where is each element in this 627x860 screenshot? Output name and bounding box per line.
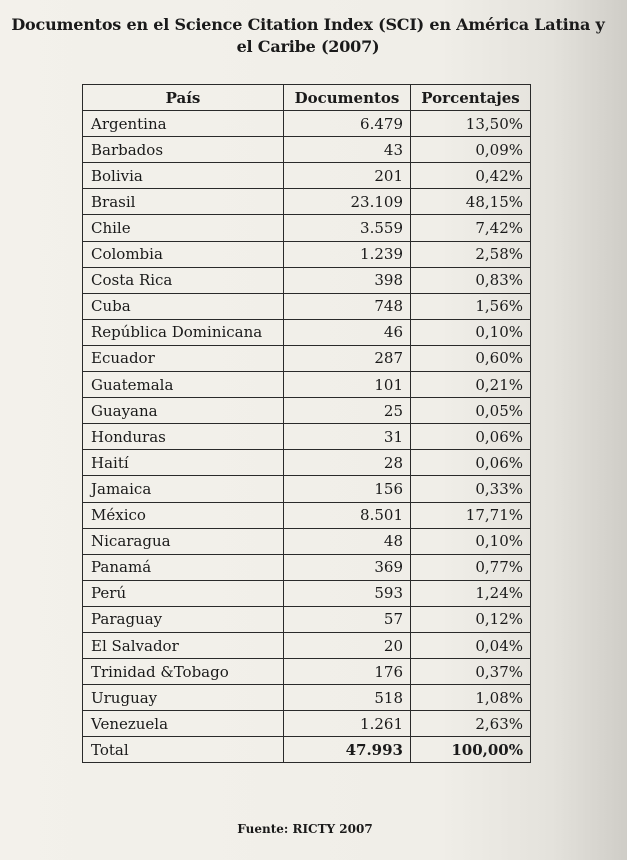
percent-cell: 0,42% (411, 163, 531, 189)
documents-cell: 23.109 (284, 189, 411, 215)
documents-cell: 6.479 (284, 111, 411, 137)
documents-cell: 176 (284, 659, 411, 685)
table-row (83, 372, 531, 398)
percent-cell: 2,58% (411, 241, 531, 267)
country-cell: Haití (83, 450, 284, 476)
country-cell: República Dominicana (83, 319, 284, 345)
table-row (83, 685, 531, 711)
percent-cell: 1,56% (411, 293, 531, 319)
country-cell: Guatemala (83, 372, 284, 398)
table-row (83, 424, 531, 450)
percent-cell: 0,77% (411, 554, 531, 580)
percent-cell: 0,21% (411, 372, 531, 398)
country-cell: Paraguay (83, 606, 284, 632)
country-cell: Venezuela (83, 711, 284, 737)
percent-cell: 13,50% (411, 111, 531, 137)
country-cell: Bolivia (83, 163, 284, 189)
column-header-percent: Porcentajes (411, 85, 531, 111)
percent-cell: 1,24% (411, 580, 531, 606)
percent-cell: 0,83% (411, 267, 531, 293)
table-row (83, 580, 531, 606)
country-cell: El Salvador (83, 632, 284, 658)
table-row (83, 528, 531, 554)
table-row (83, 659, 531, 685)
country-cell: Argentina (83, 111, 284, 137)
documents-cell: 28 (284, 450, 411, 476)
table-row (83, 215, 531, 241)
country-cell: Trinidad &Tobago (83, 659, 284, 685)
documents-cell: 369 (284, 554, 411, 580)
country-cell: Panamá (83, 554, 284, 580)
percent-cell: 48,15% (411, 189, 531, 215)
total-row (83, 737, 531, 763)
source-note: Fuente: RICTY 2007 (237, 822, 373, 836)
table-container (82, 84, 530, 763)
documents-cell: 1.261 (284, 711, 411, 737)
documents-cell: 748 (284, 293, 411, 319)
table-row (83, 319, 531, 345)
documents-cell: 398 (284, 267, 411, 293)
table-row (83, 189, 531, 215)
sci-documents-table (82, 84, 531, 763)
table-row (83, 267, 531, 293)
column-header-country: País (83, 85, 284, 111)
country-cell: Uruguay (83, 685, 284, 711)
documents-cell: 101 (284, 372, 411, 398)
total-documents: 47.993 (284, 737, 411, 763)
percent-cell: 0,37% (411, 659, 531, 685)
table-row (83, 241, 531, 267)
country-cell: Jamaica (83, 476, 284, 502)
country-cell: Colombia (83, 241, 284, 267)
total-percent: 100,00% (411, 737, 531, 763)
country-cell: Ecuador (83, 345, 284, 371)
percent-cell: 0,06% (411, 450, 531, 476)
country-cell: Nicaragua (83, 528, 284, 554)
documents-cell: 518 (284, 685, 411, 711)
percent-cell: 0,05% (411, 398, 531, 424)
header-row (83, 85, 531, 111)
documents-cell: 43 (284, 137, 411, 163)
country-cell: Cuba (83, 293, 284, 319)
table-row (83, 711, 531, 737)
country-cell: Barbados (83, 137, 284, 163)
country-cell: Chile (83, 215, 284, 241)
documents-cell: 25 (284, 398, 411, 424)
table-row (83, 606, 531, 632)
percent-cell: 0,33% (411, 476, 531, 502)
percent-cell: 1,08% (411, 685, 531, 711)
table-title: Documentos en el Science Citation Index (SCI) en América Latina y el Caribe (2007) (11, 15, 605, 56)
documents-cell: 8.501 (284, 502, 411, 528)
table-row (83, 137, 531, 163)
documents-cell: 20 (284, 632, 411, 658)
percent-cell: 17,71% (411, 502, 531, 528)
table-row (83, 554, 531, 580)
percent-cell: 0,06% (411, 424, 531, 450)
percent-cell: 7,42% (411, 215, 531, 241)
percent-cell: 0,12% (411, 606, 531, 632)
country-cell: Guayana (83, 398, 284, 424)
documents-cell: 48 (284, 528, 411, 554)
documents-cell: 593 (284, 580, 411, 606)
documents-cell: 57 (284, 606, 411, 632)
documents-cell: 201 (284, 163, 411, 189)
country-cell: Brasil (83, 189, 284, 215)
documents-cell: 3.559 (284, 215, 411, 241)
table-row (83, 345, 531, 371)
table-row (83, 450, 531, 476)
percent-cell: 0,10% (411, 528, 531, 554)
country-cell: Honduras (83, 424, 284, 450)
documents-cell: 287 (284, 345, 411, 371)
documents-cell: 31 (284, 424, 411, 450)
table-row (83, 632, 531, 658)
table-row (83, 111, 531, 137)
table-row (83, 398, 531, 424)
percent-cell: 0,60% (411, 345, 531, 371)
table-row (83, 502, 531, 528)
table-row (83, 476, 531, 502)
table-body (83, 111, 531, 737)
percent-cell: 0,04% (411, 632, 531, 658)
column-header-documents: Documentos (284, 85, 411, 111)
table-row (83, 293, 531, 319)
percent-cell: 0,10% (411, 319, 531, 345)
documents-cell: 1.239 (284, 241, 411, 267)
table-row (83, 163, 531, 189)
percent-cell: 0,09% (411, 137, 531, 163)
total-label: Total (83, 737, 284, 763)
documents-cell: 46 (284, 319, 411, 345)
percent-cell: 2,63% (411, 711, 531, 737)
documents-cell: 156 (284, 476, 411, 502)
country-cell: Costa Rica (83, 267, 284, 293)
country-cell: México (83, 502, 284, 528)
country-cell: Perú (83, 580, 284, 606)
